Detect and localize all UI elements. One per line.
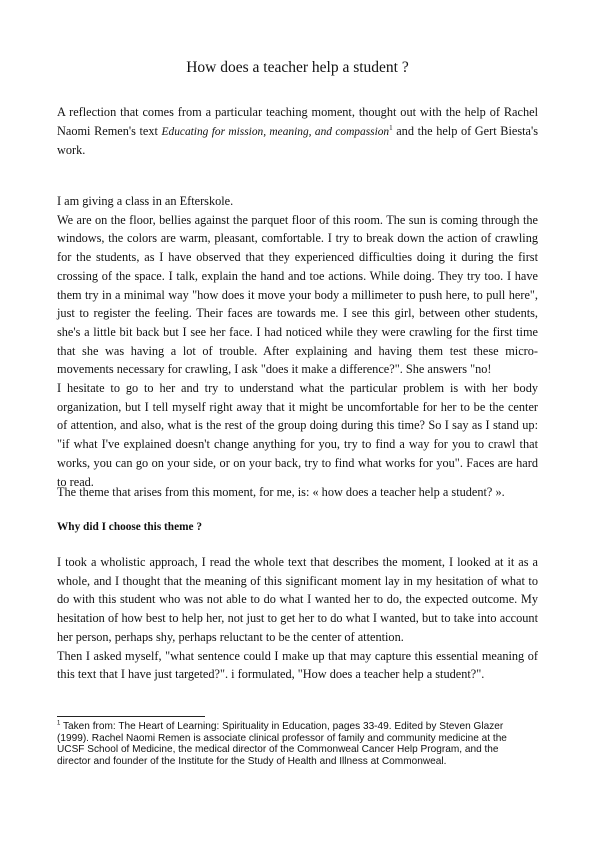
- footnote-marker: 1: [57, 720, 61, 727]
- intro-paragraph: [57, 103, 538, 160]
- section-heading: Why did I choose this theme ?: [57, 521, 202, 533]
- footnote-divider: [57, 716, 205, 717]
- paragraph: I hesitate to go to her and try to understand what the particular problem is with her body organization, but I tell myself right away that it might be uncomfortable for her to be the center of attention, and also, what is the rest of the group doing during this time? So I say as I stand up: "if what I've explained doesn't change anything for you, try to find a way for you to crawl that works, you can go on your side, or on your back, try to find what works for you". Faces are hard to read.: [57, 381, 538, 489]
- paragraph: I took a wholistic approach, I read the whole text that describes the moment, I looked at it as a whole, and I thought that the meaning of this significant moment lay in my hesitation of what to do with this student who was not able to do what I wanted her to do, the expected outcome. My hesitation of how best to help her, not just to get her to do what I wanted, but to take into account her person, perhaps shy, perhaps reluctant to be the center of attention.: [57, 555, 538, 644]
- document-title: How does a teacher help a student ?: [186, 59, 409, 76]
- footnote-text: Taken from: The Heart of Learning: Spirituality in Education, pages 33-49. Edited by Steven Glazer (1999). Rachel Naomi Remen is associate clinical professor of family and community medicine at the UCSF School of Medicine, the medical director of the Commonweal Cancer Help Program, and the director and founder of the Institute for the Study of Health and Illness at Commonweal.: [57, 721, 507, 767]
- paragraph: We are on the floor, bellies against the parquet floor of this room. The sun is coming through the windows, the colors are warm, pleasant, comfortable. I try to break down the action of crawling for the students, as I have observed that they experienced difficulties doing it during the first crossing of the space. I talk, explain the hand and toe actions. While doing. They try too. I have them try in a minimal way "how does it move your body a millimeter to push here, to pull here", just to register the feeling. Their faces are towards me. I see this girl, between other students, she's a little bit back but I see her face. I had noticed while they were crawling for the first time that she was having a lot of trouble. After explaining and having them test these micro-movements necessary for crawling, I ask "does it make a difference?". She answers "no!: [57, 212, 538, 377]
- intro-text-before: A reflection that comes from a particular teaching moment, thought out with the help of Rachel Naomi Remen's text: [57, 105, 538, 138]
- paragraph: I am giving a class in an Efterskole.: [57, 194, 234, 208]
- narrative-section: [57, 192, 538, 491]
- paragraph: Then I asked myself, "what sentence could I make up that may capture this essential meaning of this text that I have just targeted?". i formulated, "How does a teacher help a student?".: [57, 648, 538, 682]
- theme-line: The theme that arises from this moment, for me, is: « how does a teacher help a student? ».: [57, 485, 505, 499]
- intro-italic-title: Educating for mission, meaning, and compassion: [161, 125, 390, 138]
- section-body: [57, 553, 538, 684]
- footnote-ref-marker[interactable]: 1: [389, 123, 393, 132]
- footnote: [57, 721, 522, 767]
- intro-text-after: and the help of Gert Biesta's work.: [57, 123, 538, 158]
